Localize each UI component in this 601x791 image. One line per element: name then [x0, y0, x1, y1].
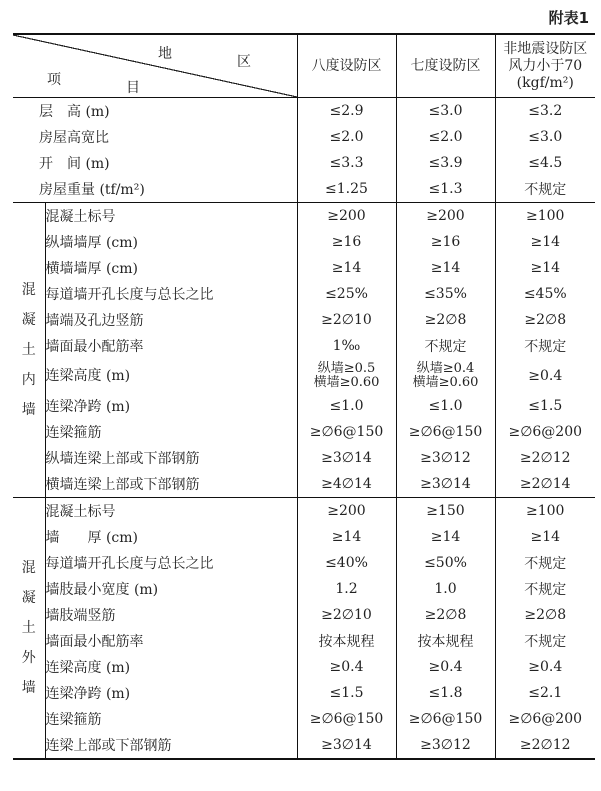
table-row — [13, 419, 595, 445]
header-zone-8: 八度设防区 — [297, 34, 396, 98]
cell-zone-8: ≥200 — [297, 498, 396, 525]
cell-zone-nonseismic: ≥0.4 — [495, 359, 595, 393]
table-row — [13, 393, 595, 419]
cell-zone-8: ≥2∅10 — [297, 602, 396, 628]
cell-zone-7: ≤1.3 — [396, 176, 495, 203]
row-label: 墙肢端竖筋 — [45, 608, 116, 624]
cell-zone-8: ≥14 — [297, 255, 396, 281]
cell-zone-8: 按本规程 — [297, 628, 396, 654]
cell-zone-nonseismic: ≥2∅12 — [495, 445, 595, 471]
cell-zone-7: ≤1.8 — [396, 680, 495, 706]
row-label: 连梁箍筋 — [45, 712, 102, 728]
table-row — [13, 706, 595, 732]
table-row — [13, 359, 595, 393]
cell-zone-7: ≥∅6@150 — [396, 706, 495, 732]
row-label: 墙肢最小宽度 (m) — [45, 582, 159, 598]
cell-zone-nonseismic: ≤4.5 — [495, 150, 595, 176]
cell-zone-nonseismic: ≥2∅12 — [495, 732, 595, 759]
table-row — [13, 498, 595, 525]
group-char: 外 — [21, 650, 36, 667]
cell-zone-7: ≥3∅12 — [396, 732, 495, 759]
table-row — [13, 680, 595, 706]
row-label: 混凝土标号 — [45, 498, 297, 525]
row-label: 开 间 (m) — [39, 156, 110, 172]
table-row — [13, 628, 595, 654]
table-row — [13, 602, 595, 628]
table-row — [13, 576, 595, 602]
cell-zone-7: 不规定 — [396, 333, 495, 359]
row-label: 连梁净跨 (m) — [45, 686, 131, 702]
spec-table — [13, 33, 595, 760]
cell-zone-nonseismic: 不规定 — [495, 628, 595, 654]
table-row — [13, 654, 595, 680]
group-char: 墙 — [21, 680, 36, 697]
cell-zone-nonseismic: ≥2∅8 — [495, 307, 595, 333]
table-row — [13, 281, 595, 307]
cell-line: 纵墙≥0.5 — [317, 361, 376, 376]
group-char: 混 — [21, 281, 36, 298]
header-item-char-1: 项 — [47, 72, 61, 88]
row-label: 墙面最小配筋率 — [45, 634, 144, 650]
row-label: 房屋重量 (tf/m²) — [39, 182, 145, 198]
cell-zone-7: ≥16 — [396, 229, 495, 255]
table-row — [13, 471, 595, 498]
cell-zone-nonseismic: ≥100 — [495, 203, 595, 230]
cell-zone-7: ≤35% — [396, 281, 495, 307]
table-row — [13, 98, 595, 125]
table-row — [13, 203, 595, 230]
cell-zone-8: ≥3∅14 — [297, 732, 396, 759]
cell-zone-8: ≤1.25 — [297, 176, 396, 203]
table-row — [13, 550, 595, 576]
header-col3-line3: (kgf/m²) — [516, 74, 574, 91]
cell-zone-nonseismic: ≥14 — [495, 229, 595, 255]
cell-zone-7: ≥∅6@150 — [396, 419, 495, 445]
cell-zone-8: ≤3.3 — [297, 150, 396, 176]
cell-zone-7: ≥2∅8 — [396, 602, 495, 628]
cell-zone-7: ≤50% — [396, 550, 495, 576]
row-label: 每道墙开孔长度与总长之比 — [45, 287, 214, 303]
header-item-char-2: 目 — [126, 80, 140, 96]
cell-zone-7: ≥14 — [396, 524, 495, 550]
row-label: 横墙连梁上部或下部钢筋 — [45, 477, 200, 493]
row-label: 连梁净跨 (m) — [45, 399, 131, 415]
cell-zone-8: ≤2.9 — [297, 98, 396, 125]
table-caption: 附表1 — [548, 9, 589, 27]
cell-zone-8: ≥16 — [297, 229, 396, 255]
cell-zone-7: 按本规程 — [396, 628, 495, 654]
row-label: 每道墙开孔长度与总长之比 — [45, 556, 214, 572]
cell-zone-8: ≤25% — [297, 281, 396, 307]
cell-zone-7: ≤3.9 — [396, 150, 495, 176]
header-region-char-2: 区 — [237, 54, 251, 70]
cell-zone-nonseismic: ≥100 — [495, 498, 595, 525]
cell-zone-8: ≥4∅14 — [297, 471, 396, 498]
cell-zone-nonseismic: ≤3.0 — [495, 124, 595, 150]
row-label: 连梁高度 (m) — [45, 660, 131, 676]
cell-zone-8: ≥200 — [297, 203, 396, 230]
cell-zone-8: ≥0.4 — [297, 654, 396, 680]
row-label: 房屋高宽比 — [39, 130, 109, 146]
cell-zone-8: ≥14 — [297, 524, 396, 550]
cell-zone-8 — [297, 359, 396, 393]
table-row — [13, 150, 595, 176]
cell-zone-7: ≤1.0 — [396, 393, 495, 419]
cell-zone-7: ≥3∅12 — [396, 445, 495, 471]
cell-zone-nonseismic: ≤45% — [495, 281, 595, 307]
cell-line: 横墙≥0.60 — [412, 375, 479, 390]
row-label: 墙端及孔边竖筋 — [45, 313, 144, 329]
header-zone-7: 七度设防区 — [396, 34, 495, 98]
row-label: 连梁箍筋 — [45, 425, 102, 441]
cell-zone-nonseismic: ≤2.1 — [495, 680, 595, 706]
group-char: 凝 — [21, 311, 36, 328]
header-col3-line2: 风力小于70 — [508, 57, 583, 74]
row-label: 横墙墙厚 (cm) — [45, 261, 138, 277]
table-row — [13, 229, 595, 255]
cell-zone-nonseismic: ≥∅6@200 — [495, 419, 595, 445]
row-label: 连梁上部或下部钢筋 — [45, 738, 172, 754]
cell-zone-7: ≤3.0 — [396, 98, 495, 125]
cell-zone-nonseismic: ≥14 — [495, 524, 595, 550]
cell-zone-8: ≥3∅14 — [297, 445, 396, 471]
cell-zone-nonseismic: 不规定 — [495, 550, 595, 576]
cell-zone-8: ≤1.0 — [297, 393, 396, 419]
cell-zone-8: ≥∅6@150 — [297, 706, 396, 732]
cell-zone-nonseismic: 不规定 — [495, 576, 595, 602]
table-row — [13, 124, 595, 150]
cell-zone-nonseismic: ≥0.4 — [495, 654, 595, 680]
cell-zone-7: ≥3∅14 — [396, 471, 495, 498]
group-char: 内 — [21, 372, 36, 389]
cell-line: 横墙≥0.60 — [313, 375, 380, 390]
header-region-char-1: 地 — [158, 46, 172, 62]
row-label: 纵墙连梁上部或下部钢筋 — [45, 451, 200, 467]
cell-zone-7: ≥2∅8 — [396, 307, 495, 333]
diagonal-header-cell — [13, 34, 297, 98]
cell-zone-nonseismic: ≥2∅8 — [495, 602, 595, 628]
row-label: 混凝土标号 — [45, 203, 297, 230]
table-row — [13, 524, 595, 550]
cell-zone-7: ≥0.4 — [396, 654, 495, 680]
cell-zone-8: ≤2.0 — [297, 124, 396, 150]
group-char: 混 — [21, 559, 36, 576]
table-row — [13, 732, 595, 759]
group-char: 凝 — [21, 589, 36, 606]
cell-zone-nonseismic: 不规定 — [495, 333, 595, 359]
row-label: 墙面最小配筋率 — [45, 339, 144, 355]
cell-zone-nonseismic: ≥∅6@200 — [495, 706, 595, 732]
cell-zone-7: ≥150 — [396, 498, 495, 525]
table-row — [13, 307, 595, 333]
cell-zone-8: 1.2 — [297, 576, 396, 602]
cell-zone-nonseismic: 不规定 — [495, 176, 595, 203]
cell-zone-nonseismic: ≥14 — [495, 255, 595, 281]
group-label-inner-wall — [13, 203, 45, 498]
cell-zone-7: ≥200 — [396, 203, 495, 230]
cell-zone-8: ≤1.5 — [297, 680, 396, 706]
cell-zone-7: ≥14 — [396, 255, 495, 281]
header-row — [13, 34, 595, 98]
group-char: 墙 — [21, 402, 36, 419]
row-label: 墙 厚 (cm) — [45, 530, 138, 546]
cell-zone-7: ≤2.0 — [396, 124, 495, 150]
table-row — [13, 445, 595, 471]
cell-line: 纵墙≥0.4 — [416, 361, 475, 376]
group-char: 土 — [21, 341, 36, 358]
cell-zone-nonseismic: ≤1.5 — [495, 393, 595, 419]
cell-zone-8: ≥∅6@150 — [297, 419, 396, 445]
table-row — [13, 333, 595, 359]
row-label: 连梁高度 (m) — [45, 368, 131, 384]
table-row — [13, 176, 595, 203]
cell-zone-8: ≥2∅10 — [297, 307, 396, 333]
header-zone-nonseismic — [495, 34, 595, 98]
table-row — [13, 255, 595, 281]
cell-zone-nonseismic: ≥2∅14 — [495, 471, 595, 498]
group-char: 土 — [21, 619, 36, 636]
cell-zone-7: 1.0 — [396, 576, 495, 602]
header-col3-line1: 非地震设防区 — [503, 40, 588, 57]
group-label-outer-wall — [13, 498, 45, 760]
cell-zone-8: ≤40% — [297, 550, 396, 576]
row-label: 层 高 (m) — [39, 104, 110, 120]
cell-zone-8: 1‰ — [297, 333, 396, 359]
row-label: 纵墙墙厚 (cm) — [45, 235, 138, 251]
cell-zone-nonseismic: ≤3.2 — [495, 98, 595, 125]
cell-zone-7 — [396, 359, 495, 393]
